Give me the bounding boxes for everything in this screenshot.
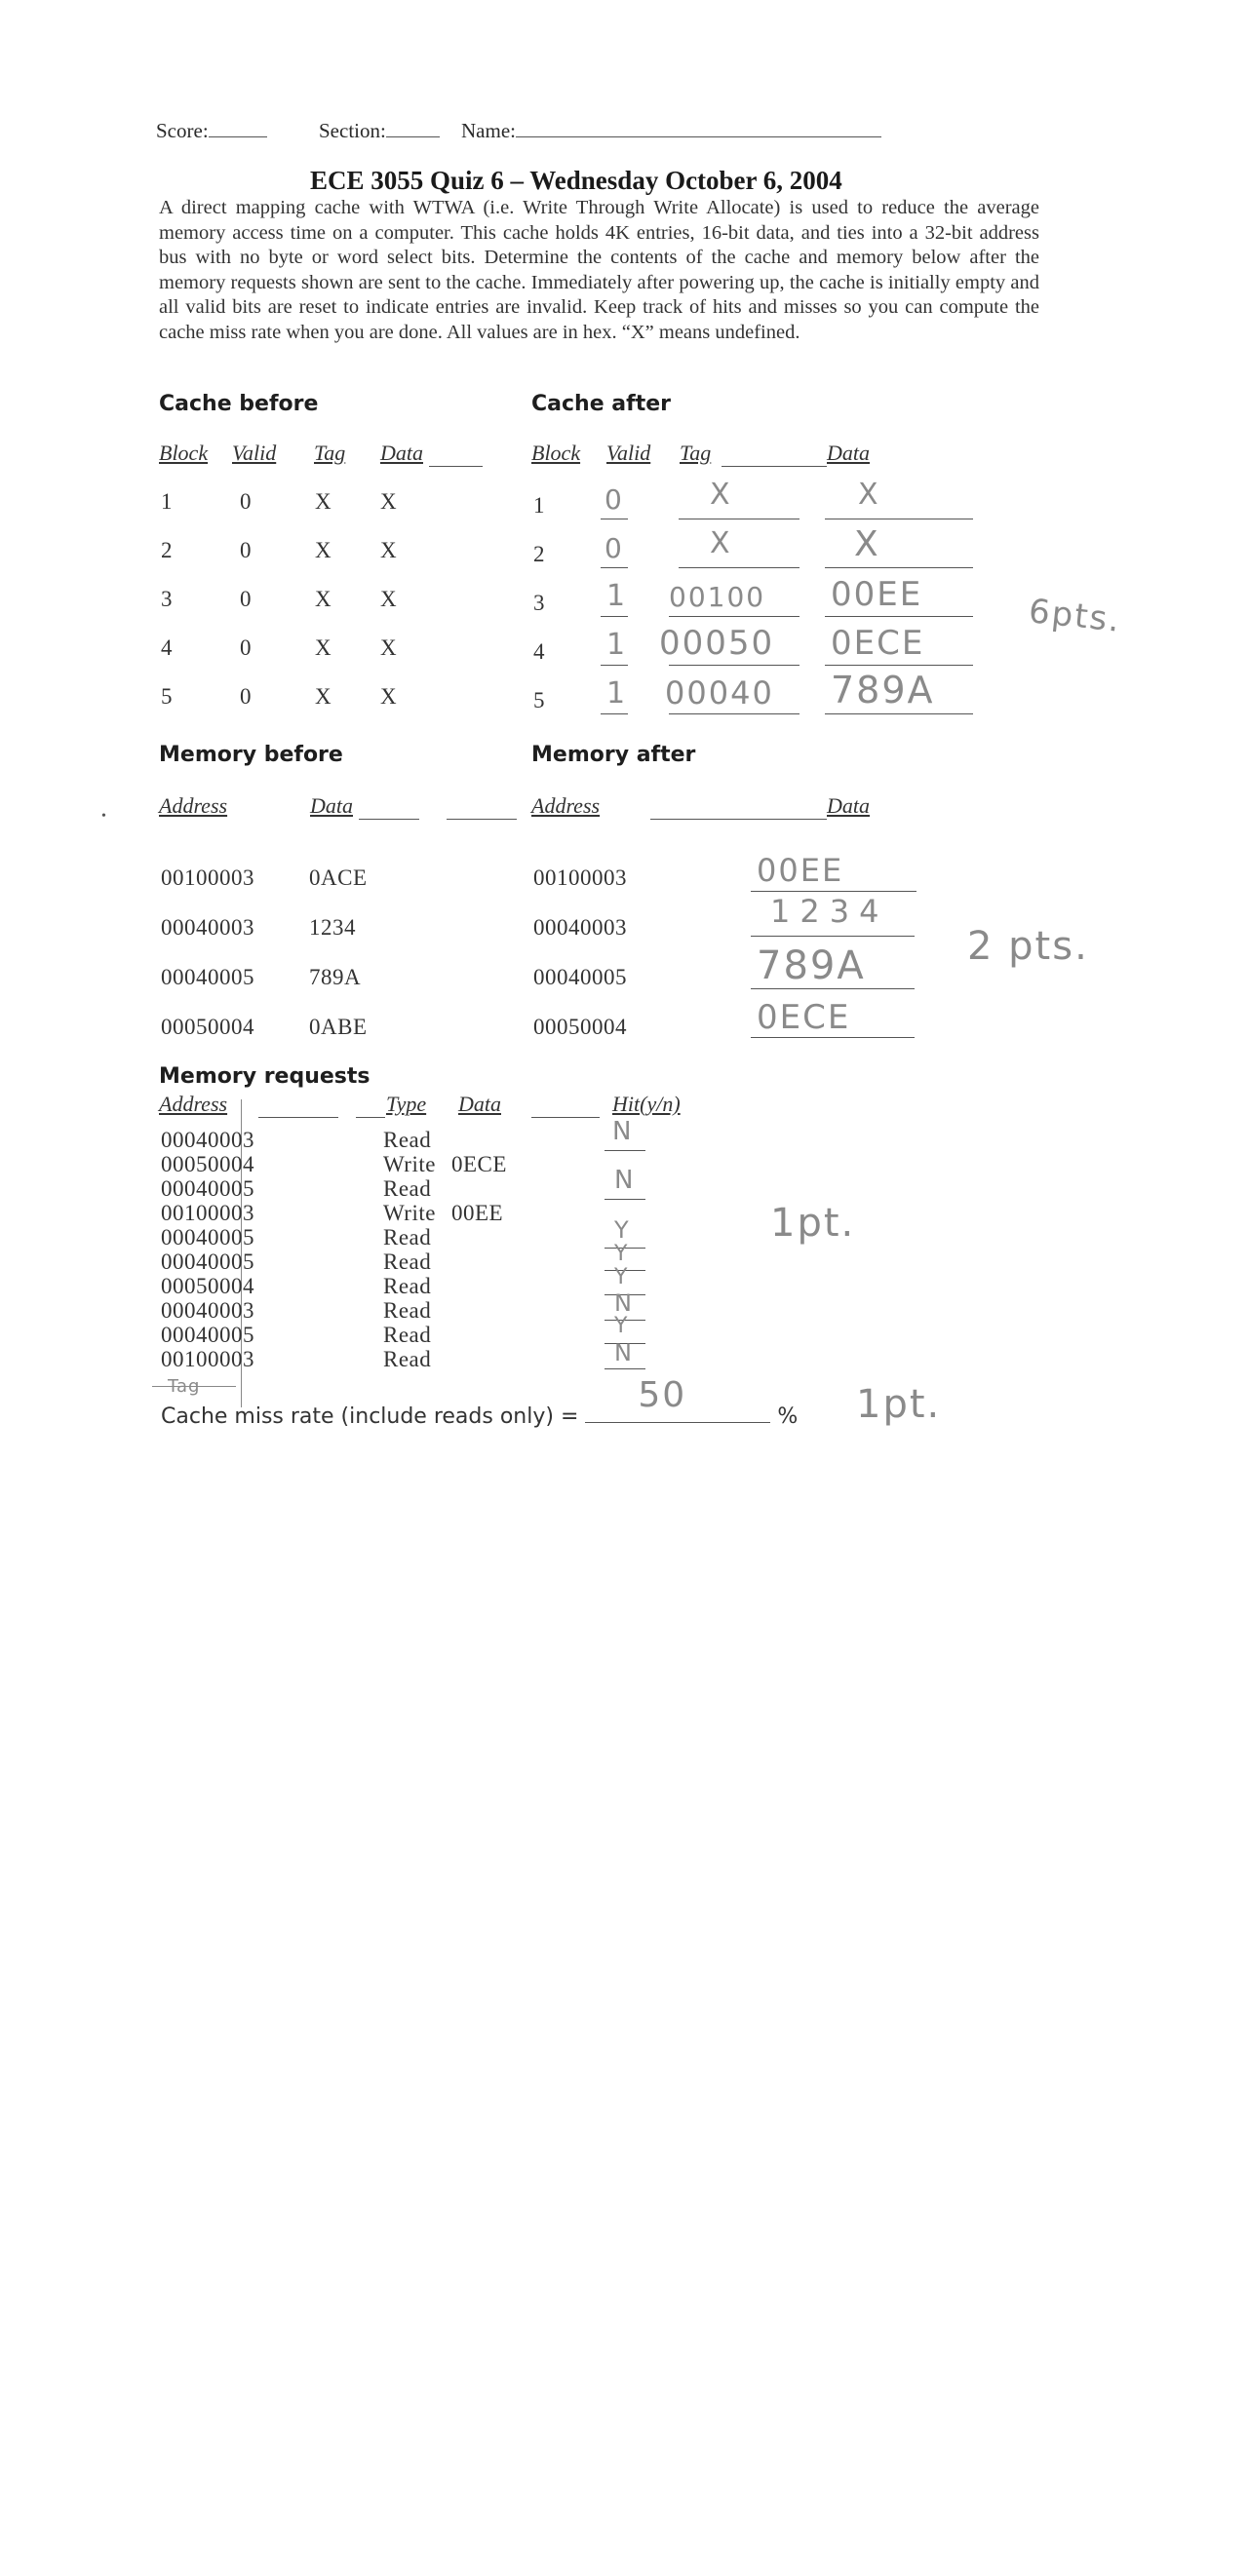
score-blank — [209, 136, 267, 137]
cache-before-data: X — [380, 587, 397, 611]
request-address: 00040005 — [161, 1323, 254, 1347]
memory-after-address: 00100003 — [533, 865, 627, 890]
cache-before-block: 4 — [161, 635, 173, 660]
memory-after-points: 2 pts. — [967, 924, 1089, 969]
cache-after-points: 6pts. — [1027, 592, 1123, 640]
cache-before-data: X — [380, 538, 397, 562]
memory-before-col-data: Data — [310, 793, 353, 818]
request-type: Read — [383, 1347, 432, 1371]
section-label: Section: — [319, 119, 386, 142]
cache-after-block: 3 — [533, 591, 545, 615]
data-underline — [825, 616, 973, 617]
request-data: 00EE — [451, 1201, 504, 1225]
requests-col-address: Address — [159, 1092, 228, 1116]
request-type: Read — [383, 1274, 432, 1298]
tag-underline — [669, 665, 800, 666]
request-address: 00050004 — [161, 1152, 254, 1176]
cache-before-col-valid: Valid — [232, 441, 277, 465]
request-address: 00040003 — [161, 1298, 254, 1323]
memory-after-data: 789A — [757, 943, 866, 988]
cache-before-block: 2 — [161, 538, 173, 562]
requests-col-data: Data — [458, 1092, 501, 1116]
valid-underline — [601, 616, 628, 617]
cache-after-block: 4 — [533, 639, 545, 664]
miss-rate-points: 1pt. — [856, 1382, 942, 1427]
cache-after-data: X — [854, 524, 880, 564]
valid-underline — [601, 567, 628, 568]
cache-after-data: 789A — [831, 669, 935, 711]
memory-after-data: 1234 — [770, 893, 889, 930]
score-field — [156, 119, 267, 143]
request-hit: N — [614, 1339, 634, 1366]
request-address: 00100003 — [161, 1201, 254, 1225]
cache-before-block: 1 — [161, 489, 173, 514]
valid-underline — [601, 665, 628, 666]
score-label: Score: — [156, 119, 209, 142]
valid-underline — [601, 713, 628, 714]
data-underline — [751, 1037, 915, 1038]
memory-before-data: 789A — [309, 965, 362, 989]
requests-col-hit: Hit(y/n) — [612, 1092, 681, 1116]
data-underline — [825, 567, 973, 568]
cache-before-tag: X — [315, 635, 332, 660]
data-underline — [825, 713, 973, 714]
miss-rate-label: Cache miss rate (include reads only) = — [161, 1404, 579, 1429]
request-type: Read — [383, 1176, 432, 1201]
request-address: 00040005 — [161, 1176, 254, 1201]
cache-before-col-data: Data — [380, 441, 423, 465]
cache-after-col-valid: Valid — [606, 441, 651, 465]
cache-before-valid: 0 — [240, 489, 252, 514]
memory-after-data: 00EE — [757, 852, 844, 889]
tag-underline — [669, 616, 800, 617]
request-hit: Y — [614, 1242, 630, 1266]
request-address: 00100003 — [161, 1347, 254, 1371]
request-hit: Y — [614, 1314, 630, 1338]
miss-rate-blank — [585, 1375, 770, 1423]
memory-before-col-address: Address — [159, 793, 228, 818]
cache-after-tag: X — [710, 526, 732, 560]
memory-after-address: 00040003 — [533, 915, 627, 940]
cache-before-valid: 0 — [240, 635, 252, 660]
request-type: Read — [383, 1298, 432, 1323]
section-field — [319, 119, 440, 143]
name-field — [461, 119, 881, 143]
hit-underline — [604, 1199, 645, 1200]
section-blank — [386, 136, 440, 137]
cache-before-data: X — [380, 489, 397, 514]
cache-before-tag: X — [315, 587, 332, 611]
request-address: 00040005 — [161, 1225, 254, 1250]
cache-after-block: 1 — [533, 493, 545, 518]
memory-after-data: 0ECE — [757, 998, 851, 1037]
request-type: Read — [383, 1323, 432, 1347]
request-address: 00040003 — [161, 1128, 254, 1152]
memory-before-address: 00040005 — [161, 965, 254, 989]
cache-before-block: 3 — [161, 587, 173, 611]
cache-before-valid: 0 — [240, 587, 252, 611]
memory-before-data: 1234 — [309, 915, 356, 940]
hit-underline — [604, 1150, 645, 1151]
memory-after-col-data: Data — [827, 793, 870, 818]
request-hit: N — [614, 1289, 634, 1317]
cache-before-valid: 0 — [240, 684, 252, 709]
request-hit: Y — [614, 1216, 631, 1244]
requests-points: 1pt. — [770, 1201, 856, 1246]
cache-after-data: 0ECE — [831, 624, 925, 663]
cache-after-block: 2 — [533, 542, 545, 566]
memory-after-title: Memory after — [531, 743, 696, 767]
request-type: Write — [383, 1152, 436, 1176]
request-type: Read — [383, 1128, 432, 1152]
memory-requests-title: Memory requests — [159, 1064, 370, 1089]
cache-after-valid: 0 — [604, 532, 624, 564]
cache-before-data: X — [380, 635, 397, 660]
cache-before-title: Cache before — [159, 392, 319, 416]
cache-after-block: 5 — [533, 688, 545, 712]
cache-after-header-rule — [722, 466, 827, 467]
cache-before-tag: X — [315, 538, 332, 562]
data-underline — [825, 665, 973, 666]
memory-after-col-address: Address — [531, 793, 601, 818]
cache-before-col-block: Block — [159, 441, 209, 465]
memory-before-address: 00100003 — [161, 865, 254, 890]
cache-after-valid: 0 — [604, 483, 624, 516]
tag-annotation: Tag — [168, 1376, 201, 1397]
cache-after-tag: X — [710, 478, 732, 512]
cache-before-valid: 0 — [240, 538, 252, 562]
memory-before-title: Memory before — [159, 743, 343, 767]
cache-before-tag: X — [315, 684, 332, 709]
cache-after-tag: 00050 — [659, 624, 775, 663]
memory-after-address: 00040005 — [533, 965, 627, 989]
hit-underline — [604, 1368, 645, 1369]
stray-mark: • — [101, 809, 106, 824]
quiz-title: ECE 3055 Quiz 6 – Wednesday October 6, 2004 — [310, 166, 842, 195]
miss-rate-value: 50 — [638, 1375, 687, 1415]
cache-after-valid: 1 — [606, 579, 628, 613]
request-type: Read — [383, 1225, 432, 1250]
cache-after-tag: 00040 — [665, 674, 774, 711]
requests-header-rule — [356, 1117, 385, 1118]
name-label: Name: — [461, 119, 516, 142]
memory-after-address: 00050004 — [533, 1015, 627, 1039]
requests-header-rule — [531, 1117, 600, 1118]
data-underline — [751, 988, 915, 989]
name-blank — [516, 136, 881, 137]
cache-after-tag: 00100 — [669, 581, 766, 613]
cache-after-valid: 1 — [606, 628, 628, 662]
tag-underline — [669, 713, 800, 714]
request-hit: Y — [614, 1265, 630, 1289]
requests-col-type: Type — [386, 1092, 427, 1116]
request-type: Read — [383, 1250, 432, 1274]
memory-before-header-rule — [359, 819, 419, 820]
cache-after-data: X — [858, 478, 880, 512]
tag-underline — [679, 567, 800, 568]
cache-after-col-block: Block — [531, 441, 581, 465]
cache-before-header-rule — [429, 466, 483, 467]
request-hit: N — [614, 1166, 636, 1195]
memory-before-data: 0ABE — [309, 1015, 368, 1039]
memory-before-header-rule — [447, 819, 517, 820]
memory-before-data: 0ACE — [309, 865, 368, 890]
memory-before-address: 00050004 — [161, 1015, 254, 1039]
request-type: Write — [383, 1201, 436, 1225]
request-address: 00050004 — [161, 1274, 254, 1298]
memory-after-header-rule — [650, 819, 827, 820]
cache-after-data: 00EE — [831, 575, 923, 614]
request-hit: N — [612, 1117, 634, 1146]
cache-before-tag: X — [315, 489, 332, 514]
data-underline — [751, 891, 916, 892]
cache-before-block: 5 — [161, 684, 173, 709]
cache-before-data: X — [380, 684, 397, 709]
cache-after-col-tag: Tag — [680, 441, 712, 465]
cache-after-valid: 1 — [606, 676, 628, 711]
memory-before-address: 00040003 — [161, 915, 254, 940]
request-data: 0ECE — [451, 1152, 507, 1176]
cache-after-col-data: Data — [827, 441, 870, 465]
cache-before-col-tag: Tag — [314, 441, 346, 465]
cache-after-title: Cache after — [531, 392, 671, 416]
data-underline — [751, 936, 915, 937]
request-address: 00040005 — [161, 1250, 254, 1274]
requests-header-rule — [258, 1117, 338, 1118]
instructions-paragraph: A direct mapping cache with WTWA (i.e. Write Through Write Allocate) is used to reduce the average memory access time on a computer. This cache holds 4K entries, 16-bit data, and ties into a 32-bit address bus with no byte or word select bits. Determine the contents of the cache and memory below after the memory requests shown are sent to the cache. Immediately after powering up, the cache is initially empty and all valid bits are reset to indicate entries are invalid. Keep track of hits and misses so you can compute the cache miss rate when you are done. All values are in hex. “X” means undefined. — [159, 197, 1039, 343]
miss-rate-unit: % — [777, 1404, 799, 1429]
